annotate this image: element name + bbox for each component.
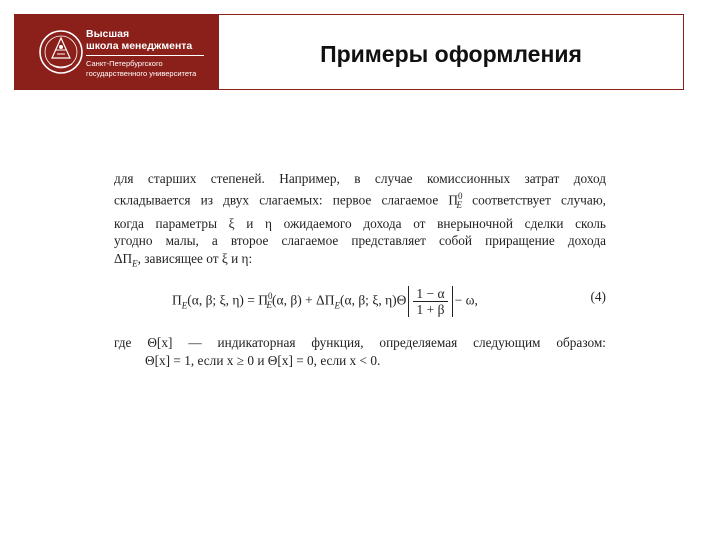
definition-note [114, 334, 606, 370]
formula-body: $\Pi_E(\alpha$, β; ξ, $\eta) = \Pi^0_E(\alpha$, $\beta) + \Delta\Pi_E(\alpha$, β; ξ, η)Θ $\frac{1 - \alpha}{1 + \beta}$ − ω, [172, 285, 478, 317]
text-line: когда параметры ξ и η ожидаемого дохода от внерыночной сделки сколь [114, 215, 606, 231]
formula [114, 276, 606, 320]
logo-line: Санкт-Петербургского [86, 59, 163, 68]
note-line: Θ[x] = 1, если x ≥ 0 и Θ[x] = 0, если x < 0. [145, 352, 381, 368]
logo-line: государственного университета [86, 69, 197, 78]
university-seal-icon [36, 26, 86, 78]
text-line: для старших степеней. Например, в случае комиссионных затрат доход [114, 171, 606, 186]
text-line: складывается из двух слагаемых: первое слагаемое $\Pi^0_E$ соответствует случаю, [114, 190, 606, 210]
text-line: $\Delta\Pi_E$, зависящее от ξ и η: [114, 251, 253, 269]
fraction: $\frac{1 - \alpha}{1 + \beta}$ [408, 286, 452, 317]
equation-number: (4) [590, 288, 606, 304]
logo-line: Высшая [86, 28, 130, 40]
slide-header [14, 14, 684, 90]
gsom-logo [14, 14, 218, 90]
text-line: угодно малы, а второе слагаемое представляет собой приращение дохода [114, 233, 606, 249]
logo-text [86, 28, 204, 79]
logo-line: школа менеджмента [86, 40, 193, 52]
document-excerpt [114, 170, 606, 369]
title-box [218, 14, 684, 90]
slide-title: Примеры оформления [320, 41, 582, 67]
logo-divider [86, 55, 204, 56]
note-line: где Θ[x] — индикаторная функция, определяемая следующим образом: [114, 334, 606, 350]
